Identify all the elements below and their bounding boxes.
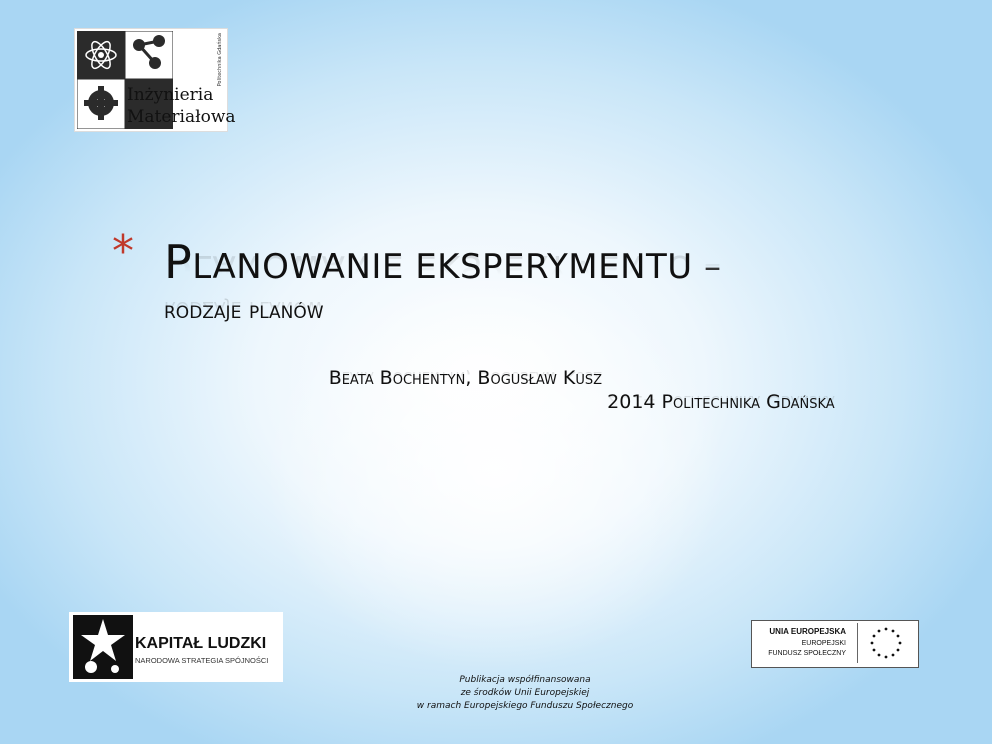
logo-line2: Materiałowa bbox=[127, 107, 236, 127]
title-dash: – – bbox=[704, 247, 722, 287]
ue-line3: FUNDUSZ SPOŁECZNY bbox=[768, 650, 846, 657]
footer-note bbox=[370, 674, 680, 713]
footer-line1: Publikacja współfinansowana bbox=[459, 675, 591, 685]
ue-line1: UNIA EUROPEJSKA bbox=[769, 627, 846, 636]
title-first-letter: P P bbox=[164, 235, 192, 289]
slide-title bbox=[164, 235, 721, 289]
kapital-ludzki-emblem-icon bbox=[73, 615, 133, 679]
bullet-asterisk: * bbox=[112, 226, 134, 277]
logo-line1: Inżynieria bbox=[127, 85, 214, 105]
slide-subtitle: rodzaje planów rodzaje planów bbox=[164, 296, 324, 324]
footer-line2: ze środków Unii Europejskiej bbox=[460, 688, 590, 698]
ue-line2: EUROPEJSKI bbox=[801, 640, 846, 647]
kapital-ludzki-sub: NARODOWA STRATEGIA SPÓJNOŚCI bbox=[135, 656, 269, 665]
title-rest: LANOWANIE EKSPERYMENTU LANOWANIE EKSPERYMENTU bbox=[192, 247, 692, 287]
institution: 2014 Politechnika Gdańska 2014 Politechnika Gdańska bbox=[607, 391, 835, 413]
eu-flag-icon bbox=[857, 623, 914, 663]
authors: Beata Bochentyn, Bogusław Kusz Beata Bochentyn, Bogusław Kusz bbox=[329, 367, 602, 389]
kapital-ludzki-logo bbox=[69, 612, 283, 682]
vertical-text: Politechnika Gdańska bbox=[217, 33, 223, 87]
kapital-ludzki-name: KAPITAŁ LUDZKI bbox=[135, 635, 267, 652]
footer-line3: w ramach Europejskiego Funduszu Społecznego bbox=[416, 701, 634, 711]
unia-europejska-logo bbox=[751, 620, 919, 668]
inzynieria-materialowa-logo bbox=[74, 28, 236, 132]
